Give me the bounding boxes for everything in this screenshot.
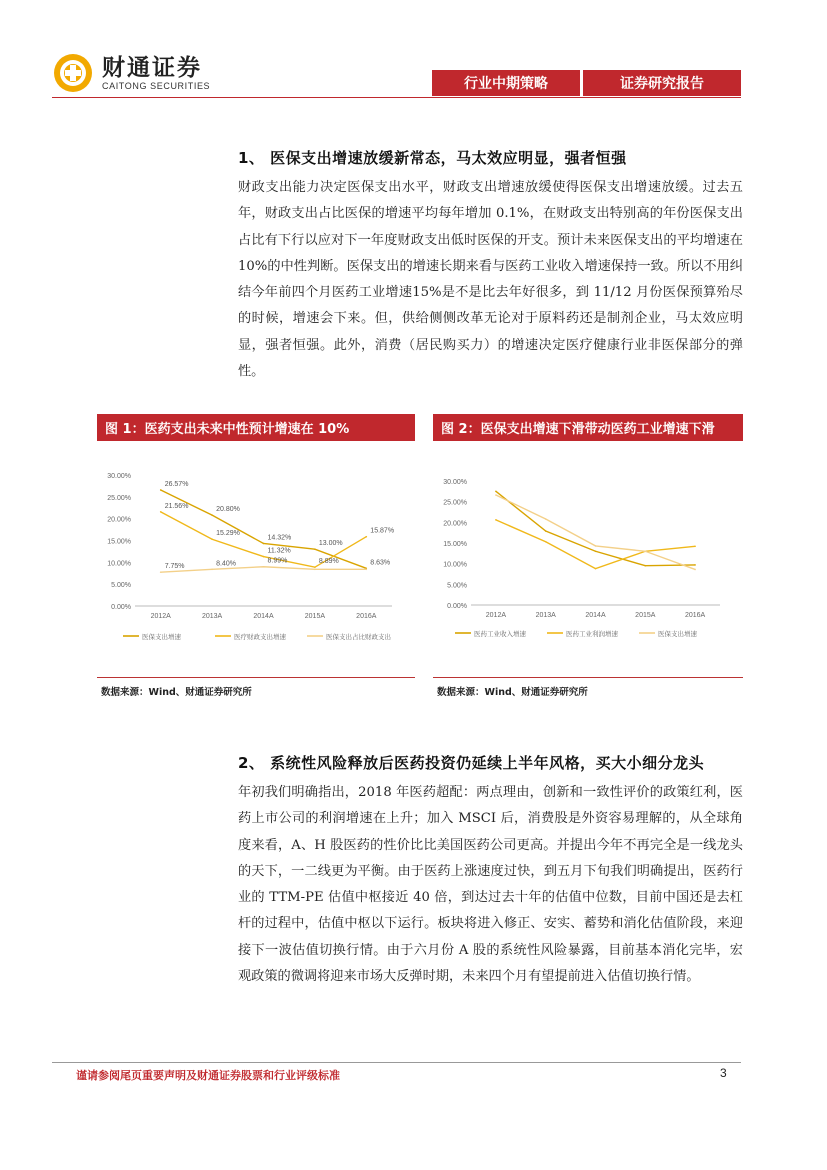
data-point [314, 566, 316, 568]
figure-2-title: 图 2：医保支出增速下滑带动医药工业增速下滑 [433, 414, 743, 441]
figure-1-box [97, 441, 415, 678]
y-tick-label: 5.00% [111, 582, 131, 590]
data-label: 14.32% [267, 534, 292, 542]
y-tick-label: 25.00% [443, 499, 467, 507]
x-tick-label: 2016A [356, 613, 377, 620]
x-tick-label: 2015A [304, 613, 326, 620]
data-point [545, 518, 547, 520]
data-point [645, 565, 647, 567]
figure-1-chart [97, 441, 415, 677]
legend-label: 医保支出增速 [142, 634, 181, 641]
y-tick-label: 10.00% [107, 560, 131, 568]
data-point [314, 548, 316, 550]
legend-label: 医药工业利润增速 [566, 631, 618, 638]
x-tick-label: 2014A [585, 612, 606, 619]
data-point [314, 569, 316, 571]
data-point [211, 514, 213, 516]
y-tick-label: 15.00% [443, 541, 467, 548]
data-label: 11.32% [267, 547, 291, 555]
y-tick-label: 20.00% [107, 516, 131, 524]
data-label: 8.99% [267, 557, 288, 565]
y-tick-label: 30.00% [443, 479, 467, 486]
data-point [495, 519, 497, 521]
data-label: 15.29% [216, 530, 240, 538]
x-tick-label: 2014A [253, 613, 274, 620]
data-point [495, 491, 497, 493]
data-point [160, 511, 162, 513]
data-point [160, 489, 162, 491]
data-point [694, 564, 696, 566]
data-point [160, 571, 162, 573]
logo-chinese-name: 财通证券 [102, 55, 202, 81]
data-label: 8.63% [370, 559, 391, 567]
data-label: 8.89% [318, 558, 339, 566]
company-logo [52, 52, 210, 94]
section-2-title: 2、 系统性风险释放后医药投资仍延续上半年风格，买大小细分龙头 [238, 754, 705, 772]
data-label: 15.87% [370, 527, 395, 535]
data-point [694, 569, 696, 571]
section-1-paragraph: 财政支出能力决定医保支出水平，财政支出增速放缓使得医保支出增速放缓。过去五年，财政支出占比医保的增速平均每年增加 0.1%，在财政支出特别高的年份医保支出占比有下行以应对下一年度财政支出低时医保的开支。预计未来医保支出的平均增速在 10%的中性判断。医保支出的增速长期来看与医药工业收入增速保持一致。所以不用纠结今年前四个月医药工业增速15%是不是比去年好很多，到 11/12 月份医保预算殆尽的时候，增速会下来。但，供给侧侧改革无论对于原料药还是制剂企业，马太效应明显，强者恒强。此外，消费（居民购买力）的增速决定医疗健康行业非医保部分的弹性。 [238, 180, 743, 380]
x-tick-label: 2013A [535, 612, 556, 619]
figure-1-source: 数据来源：Wind、财通证券研究所 [101, 687, 252, 698]
data-point [366, 536, 368, 538]
data-point [263, 543, 265, 545]
data-label: 20.80% [216, 506, 240, 514]
y-tick-label: 10.00% [443, 561, 467, 569]
series-line-2 [496, 520, 695, 569]
figure-2-chart [433, 441, 743, 677]
data-point [545, 530, 547, 532]
data-label: 21.56% [164, 502, 189, 510]
section-2-paragraph: 年初我们明确指出，2018 年医药超配：两点理由，创新和一致性评价的政策红利，医药上市公司的利润增速在上升；加入 MSCI 后，消费股是外资容易理解的，从全球角度来看，A、H 股医药的性价比比美国医药公司更高。并提出今年不再完全是一线龙头的天下，一二线更为平衡。由于医药上涨速度过快，到五月下旬我们明确提出，医药行业的 TTM-PE 估值中枢接近 40 倍，到达过去十年的估值中位数，目前中国还是去杠杆的过程中，估值中枢以下运行。板块将进入修正、安实、蓄势和消化估值阶段，来迎接下一波估值切换行情。由于六月份 A 股的系统性风险暴露，目前基本消化完毕，宏观政策的微调将迎来市场大反弹时期，未来四个月有望提前进入估值切换行情。 [238, 785, 743, 985]
data-point [263, 566, 265, 568]
series-line-3 [161, 567, 367, 572]
data-label: 13.00% [318, 540, 343, 548]
data-point [694, 546, 696, 548]
y-tick-label: 0.00% [111, 604, 131, 611]
legend-label: 医保支出占比财政支出 [326, 634, 391, 641]
legend-label: 医疗财政支出增速 [234, 634, 286, 641]
data-label: 7.75% [164, 563, 185, 571]
data-point [263, 556, 265, 558]
figure-2-box [433, 441, 743, 678]
figure-2-source: 数据来源：Wind、财通证券研究所 [437, 687, 588, 698]
data-label: 8.40% [216, 560, 236, 568]
data-point [211, 569, 213, 571]
data-point [366, 569, 368, 571]
data-point [595, 568, 597, 570]
y-tick-label: 0.00% [447, 603, 467, 610]
section-1-title: 1、 医保支出增速放缓新常态，马太效应明显，强者恒强 [238, 149, 627, 167]
figure-1-title: 图 1：医药支出未来中性预计增速在 10% [97, 414, 415, 441]
footer-divider [52, 1062, 741, 1063]
y-tick-label: 15.00% [107, 538, 131, 546]
x-tick-label: 2016A [684, 612, 706, 619]
y-tick-label: 25.00% [107, 494, 131, 502]
report-type-tag: 行业中期策略 [432, 70, 580, 96]
header-divider [52, 97, 741, 98]
x-tick-label: 2013A [201, 613, 223, 620]
report-category-tag: 证券研究报告 [583, 70, 741, 96]
page-number: 3 [720, 1066, 727, 1080]
data-label: 26.57% [164, 480, 189, 488]
y-tick-label: 5.00% [447, 582, 467, 590]
data-point [595, 550, 597, 552]
data-point [645, 550, 647, 552]
series-line-1 [496, 491, 695, 565]
x-tick-label: 2015A [635, 612, 656, 619]
logo-english-name: CAITONG SECURITIES [102, 81, 211, 91]
x-tick-label: 2012A [150, 613, 171, 620]
data-point [595, 545, 597, 547]
legend-label: 医保支出增速 [658, 631, 697, 638]
data-point [211, 538, 213, 540]
caitong-logo-icon [52, 52, 94, 94]
y-tick-label: 30.00% [107, 473, 131, 480]
y-tick-label: 20.00% [443, 520, 467, 528]
x-tick-label: 2012A [485, 612, 507, 619]
header-tags [432, 70, 741, 96]
data-point [495, 494, 497, 496]
footer-disclaimer: 谨请参阅尾页重要声明及财通证券股票和行业评级标准 [76, 1069, 340, 1082]
legend-label: 医药工业收入增速 [474, 631, 526, 638]
data-point [545, 541, 547, 543]
